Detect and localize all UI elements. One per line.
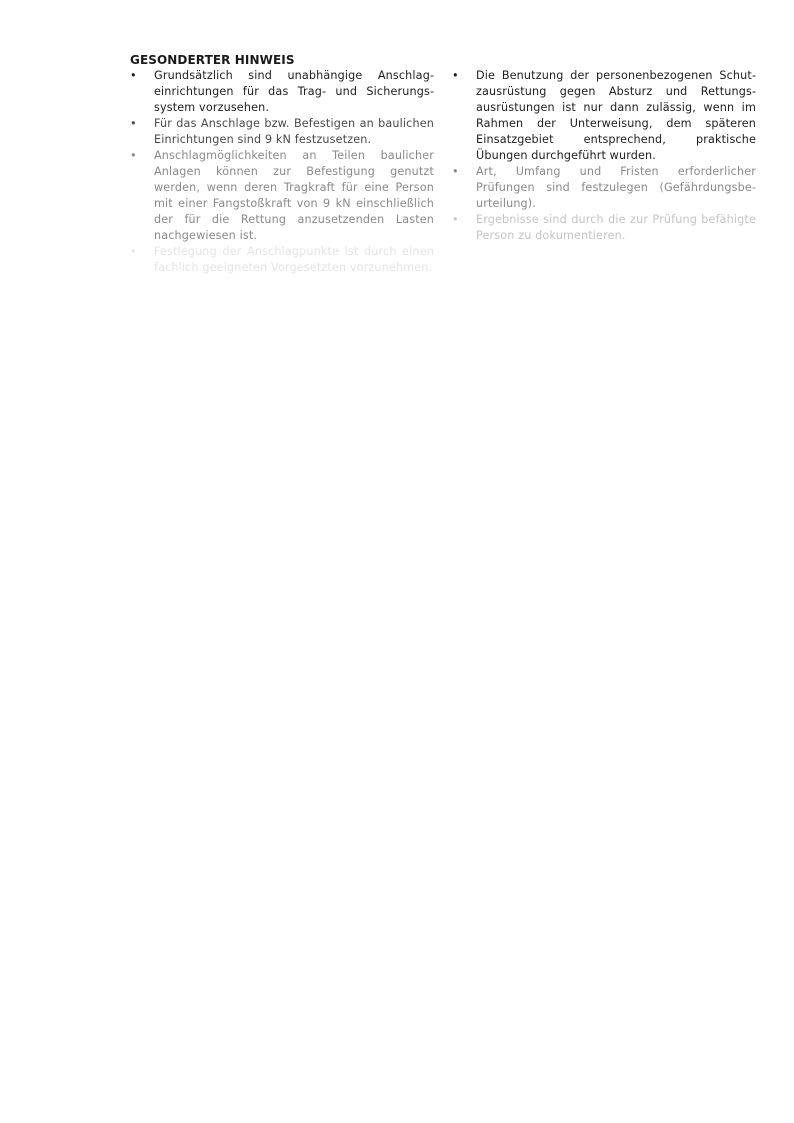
- list-item-text: Festlegung der Anschlagpunkte ist durch einen fachlich geeigneten Vorgesetzten vorzunehmen.: [154, 245, 434, 274]
- bullet-icon: •: [452, 165, 459, 178]
- left-column: [130, 68, 434, 276]
- bullet-icon: •: [452, 213, 459, 226]
- left-bullet-list: [130, 68, 434, 276]
- bullet-icon: •: [130, 149, 137, 162]
- list-item: [130, 148, 434, 244]
- list-item: [130, 244, 434, 276]
- document-page: [130, 52, 756, 274]
- list-item-text: Für das Anschlage bzw. Befestigen an baulichen Einrichtungen sind 9 kN festzusetzen.: [154, 117, 434, 146]
- list-item: [130, 68, 434, 116]
- bullet-icon: •: [130, 117, 137, 130]
- list-item-text: Die Benutzung der personenbezogenen Schutzausrüstung gegen Absturz und Rettungsausrüstungen ist nur dann zulässig, wenn im Rahmen der Unterweisung, dem späteren Einsatzgebiet entsprechend, praktische Übungen durchgeführt wurden.: [476, 69, 756, 162]
- list-item: [452, 212, 756, 244]
- section-heading: GESONDERTER HINWEIS: [130, 53, 295, 67]
- right-column: [452, 68, 756, 244]
- list-item: [452, 164, 756, 212]
- list-item-text: Anschlagmöglichkeiten an Teilen baulicher Anlagen können zur Befestigung genutzt werden, wenn deren Tragkraft für eine Person mit einer Fangstoßkraft von 9 kN einschließlich der für die Rettung anzusetzenden Lasten nachgewiesen ist.: [154, 149, 434, 242]
- list-item-text: Grundsätzlich sind unabhängige Anschlageinrichtungen für das Trag- und Sicherungssystem vorzusehen.: [154, 69, 434, 114]
- list-item-text: Art, Umfang und Fristen erforderlicher Prüfungen sind festzulegen (Gefährdungsbeurteilung).: [476, 165, 756, 210]
- list-item-text: Ergebnisse sind durch die zur Prüfung befähigte Person zu dokumentieren.: [476, 213, 756, 242]
- right-bullet-list: [452, 68, 756, 244]
- list-item: [452, 68, 756, 164]
- list-item: [130, 116, 434, 148]
- bullet-icon: •: [452, 69, 459, 82]
- bullet-icon: •: [130, 245, 137, 258]
- bullet-icon: •: [130, 69, 137, 82]
